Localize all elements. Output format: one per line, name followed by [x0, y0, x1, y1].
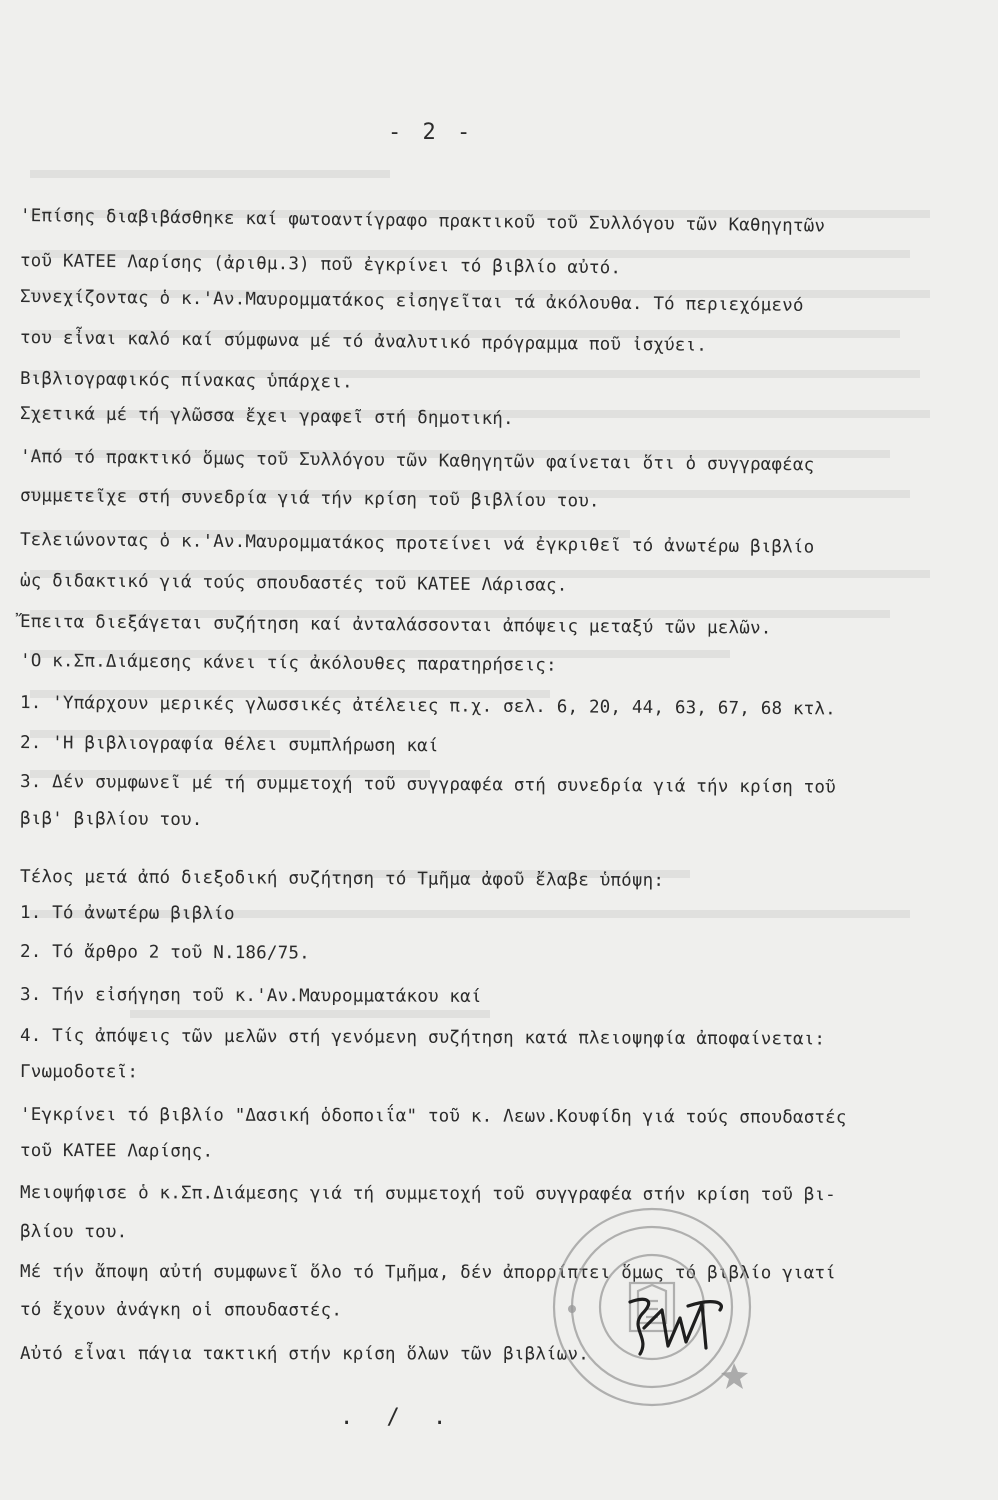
text-line: βιβ' βιβλίου του.: [19, 809, 203, 831]
text-line: Σχετικά μέ τή γλῶσσα ἔχει γραφεῖ στή δημοτική.: [19, 404, 514, 430]
text-line: 'Από τό πρακτικό ὅμως τοῦ Συλλόγου τῶν Καθηγητῶν φαίνεται ὅτι ὁ συγγραφέας: [19, 447, 815, 476]
text-line: Βιβλιογραφικός πίνακας ὑπάρχει.: [19, 369, 353, 393]
text-line: Μειοψήφισε ὁ κ.Σπ.Διάμεσης γιά τή συμμετοχή τοῦ συγγραφέα στήν κρίση τοῦ βι-: [19, 1183, 836, 1206]
continuation-mark: . / .: [340, 1405, 457, 1430]
text-line: συμμετεῖχε στή συνεδρία γιά τήν κρίση τοῦ βιβλίου του.: [19, 486, 600, 512]
text-line: Γνωμοδοτεῖ:: [19, 1062, 139, 1083]
handwritten-signature: [622, 1288, 732, 1368]
list-item: 1. 'Υπάρχουν μερικές γλωσσικές ἀτέλειες π.χ. σελ. 6, 20, 44, 63, 67, 68 κτλ.: [19, 693, 836, 720]
text-line: τοῦ ΚΑΤΕΕ Λαρίσης.: [19, 1141, 214, 1162]
text-line: Αὐτό εἶναι πάγια τακτική στήν κρίση ὅλων τῶν βιβλίων.: [19, 1344, 590, 1365]
text-line: τοῦ ΚΑΤΕΕ Λαρίσης (ἀριθμ.3) ποῦ ἐγκρίνει τό βιβλίο αὐτό.: [19, 251, 622, 279]
list-item: 4. Τίς ἀπόψεις τῶν μελῶν στή γενόμενη συζήτηση κατά πλειοψηφία ἀποφαίνεται:: [19, 1026, 826, 1050]
text-line: βλίου του.: [19, 1222, 128, 1243]
text-line: ὡς διδακτικό γιά τούς σπουδαστές τοῦ ΚΑΤΕΕ Λάρισας.: [19, 571, 568, 596]
text-line: του εἶναι καλό καί σύμφωνα μέ τό ἀναλυτικό πρόγραμμα ποῦ ἰσχύει.: [19, 328, 708, 356]
text-line: Ἔπειτα διεξάγεται συζήτηση καί ἀνταλάσσονται ἀπόψεις μεταξύ τῶν μελῶν.: [19, 612, 772, 639]
list-item: 2. Τό ἄρθρο 2 τοῦ Ν.186/75.: [19, 942, 310, 964]
list-item: 1. Τό ἀνωτέρω βιβλίο: [19, 903, 235, 925]
list-item: 2. 'Η βιβλιογραφία θέλει συμπλήρωση καί: [19, 733, 439, 757]
text-line: Τελειώνοντας ὁ κ.'Αν.Μαυρομματάκος προτείνει νά ἐγκριθεῖ τό ἀνωτέρω βιβλίο: [19, 530, 815, 558]
text-line: Τέλος μετά ἀπό διεξοδική συζήτηση τό Τμῆμα ἀφοῦ ἔλαβε ὑπόψη:: [19, 867, 665, 891]
text-line: 'Ο κ.Σπ.Διάμεσης κάνει τίς ἀκόλουθες παρατηρήσεις:: [19, 651, 557, 676]
page-number: - 2 -: [388, 120, 475, 145]
text-line: Συνεχίζοντας ὁ κ.'Αν.Μαυρομματάκος εἰσηγεῖται τά ἀκόλουθα. Τό περιεχόμενό: [19, 287, 804, 316]
text-line: 'Επίσης διαβιβάσθηκε καί φωτοαντίγραφο πρακτικοῦ τοῦ Συλλόγου τῶν Καθηγητῶν: [19, 206, 826, 237]
text-line: Μέ τήν ἄποψη αὐτή συμφωνεῖ ὅλο τό Τμῆμα, δέν ἀπορρίπτει ὅμως τό βιβλίο γιατί: [19, 1262, 836, 1284]
list-item: 3. Τήν εἰσήγηση τοῦ κ.'Αν.Μαυρομματάκου καί: [19, 985, 482, 1008]
text-line: 'Εγκρίνει τό βιβλίο "Δασική ὁδοποιΐα" τοῦ κ. Λεων.Κουφίδη γιά τούς σπουδαστές: [19, 1105, 847, 1128]
list-item: 3. Δέν συμφωνεῖ μέ τή συμμετοχή τοῦ συγγραφέα στή συνεδρία γιά τήν κρίση τοῦ: [19, 772, 836, 798]
text-line: τό ἔχουν ἀνάγκη οἱ σπουδαστές.: [19, 1300, 343, 1321]
